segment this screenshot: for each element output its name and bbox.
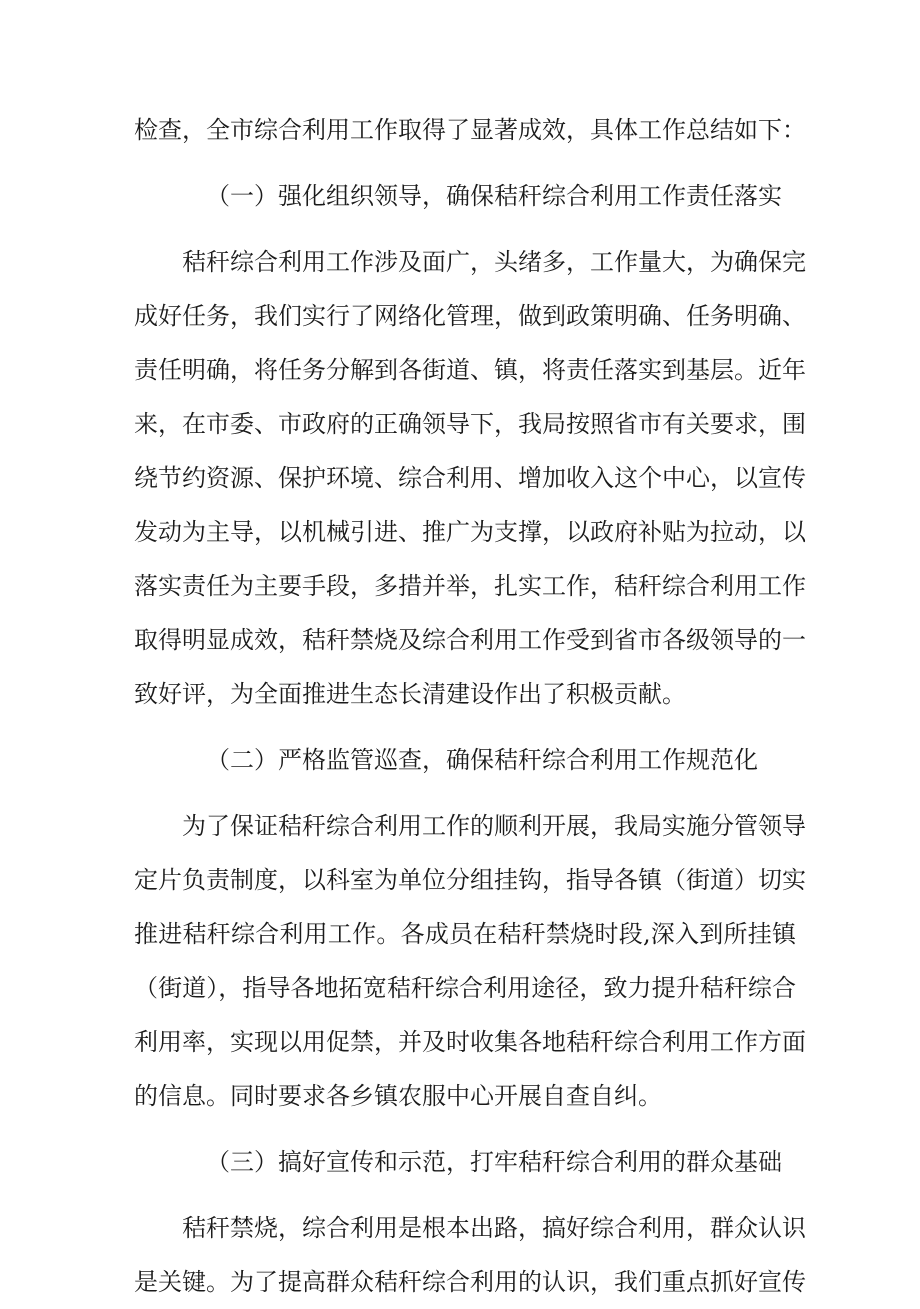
section-3-heading: （三）搞好宣传和示范，打牢秸秆综合利用的群众基础	[206, 1148, 782, 1176]
paragraph-line: 来，在市委、市政府的正确领导下，我局按照省市有关要求，围	[134, 410, 806, 438]
paragraph-line: （街道），指导各地拓宽秸秆综合利用途径，致力提升秸秆综合	[134, 974, 796, 1002]
paragraph-line: 利用率，实现以用促禁，并及时收集各地秸秆综合利用工作方面	[134, 1028, 806, 1056]
paragraph-line: 的信息。同时要求各乡镇农服中心开展自查自纠。	[134, 1082, 662, 1110]
paragraph-line: 为了保证秸秆综合利用工作的顺利开展，我局实施分管领导	[182, 812, 806, 840]
paragraph-line: 成好任务，我们实行了网络化管理，做到政策明确、任务明确、	[134, 302, 806, 330]
section-2-paragraph	[134, 799, 806, 1123]
paragraph-line: 是关键。为了提高群众秸秆综合利用的认识，我们重点抓好宣传	[134, 1268, 806, 1296]
paragraph-line: 责任明确，将任务分解到各街道、镇，将责任落实到基层。近年	[134, 356, 806, 384]
paragraph-line: 致好评，为全面推进生态长清建设作出了积极贡献。	[134, 680, 686, 708]
paragraph-line: 定片负责制度，以科室为单位分组挂钩，指导各镇（街道）切实	[134, 866, 806, 894]
paragraph-line: 落实责任为主要手段，多措并举，扎实工作，秸秆综合利用工作	[134, 572, 806, 600]
section-1-heading: （一）强化组织领导，确保秸秆综合利用工作责任落实	[206, 182, 782, 210]
section-1-paragraph	[134, 235, 806, 721]
paragraph-line: 推进秸秆综合利用工作。各成员在秸秆禁烧时段,深入到所挂镇	[134, 920, 796, 948]
document-body	[134, 103, 806, 1309]
paragraph-line: 绕节约资源、保护环境、综合利用、增加收入这个中心，以宣传	[134, 464, 806, 492]
paragraph-line: 取得明显成效，秸秆禁烧及综合利用工作受到省市各级领导的一	[134, 626, 806, 654]
section-2-heading: （二）严格监管巡查，确保秸秆综合利用工作规范化	[206, 746, 758, 774]
section-3-paragraph	[134, 1201, 806, 1309]
intro-line: 检查，全市综合利用工作取得了显著成效，具体工作总结如下：	[134, 116, 806, 144]
paragraph-line: 发动为主导，以机械引进、推广为支撑，以政府补贴为拉动，以	[134, 518, 806, 546]
paragraph-line: 秸秆禁烧，综合利用是根本出路，搞好综合利用，群众认识	[182, 1214, 806, 1242]
paragraph-line: 秸秆综合利用工作涉及面广，头绪多，工作量大，为确保完	[182, 248, 806, 276]
